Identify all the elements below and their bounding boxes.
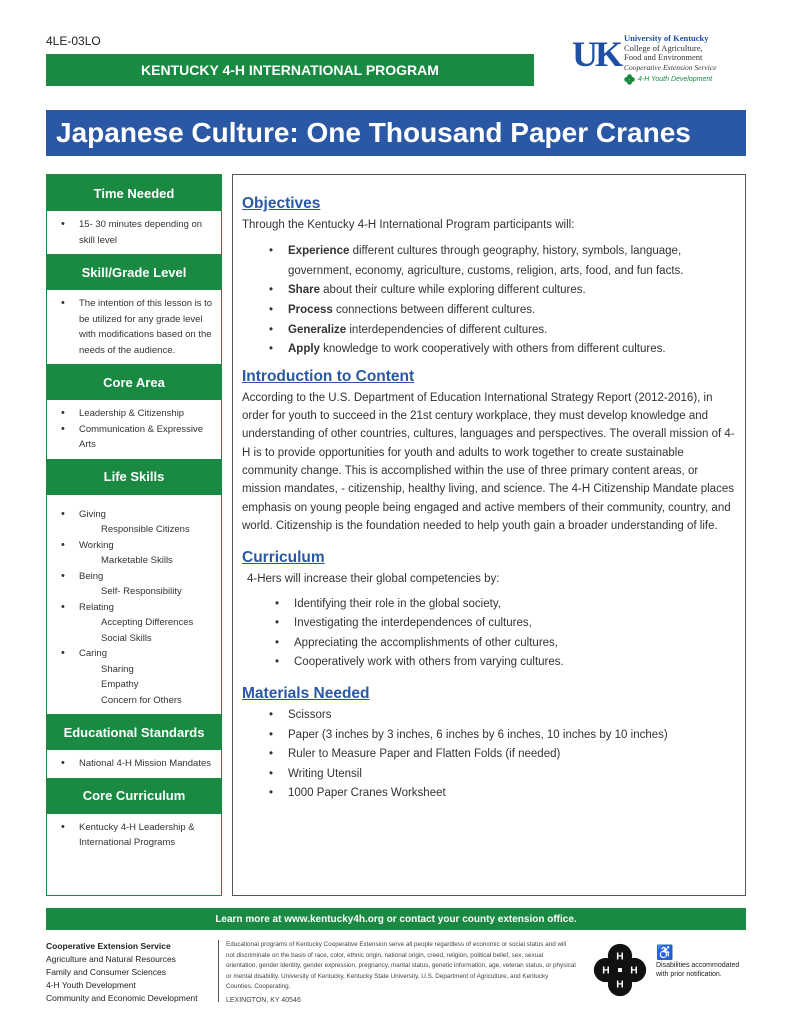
skill-sub: Social Skills [101,632,152,644]
core-area-heading: Core Area [47,364,221,400]
unit-line: Community and Economic Development [46,993,198,1003]
list-item: • Leadership & Citizenship [55,406,215,422]
svg-text:H: H [616,951,624,963]
uk-mark: UK [572,34,620,74]
list-item [242,301,735,321]
list-item: • Investigating the interdependences of cultures, [242,614,735,634]
skill-sub: Self- Responsibility [101,586,182,597]
objective-text: different cultures through geography, history, symbols, language, government, economy, agriculture, customs, religion, arts, food, and fun facts. [288,245,684,277]
footer-divider [218,940,219,1002]
footer-units [46,940,198,1005]
wheelchair-icon: ♿ [656,944,674,960]
uk-4h-text: 4-H Youth Development [638,76,713,83]
objectives-list [242,242,735,360]
list-item: • Appreciating the accomplishments of other cultures, [242,634,735,654]
list-item: • Kentucky 4-H Leadership & International Programs [55,820,215,851]
list-item: • 15- 30 minutes depending on skill level [55,217,215,248]
objective-verb: Apply [288,343,320,356]
objective-verb: Share [288,284,320,297]
list-item: • Cooperatively work with others from varying cultures. [242,653,735,673]
disabilities-text: Disabilities accommodated with prior notification. [656,962,740,978]
introduction-heading: Introduction to Content [242,367,415,385]
list-item [55,507,215,538]
list-item: • Ruler to Measure Paper and Flatten Folds (if needed) [242,745,735,765]
objective-verb: Process [288,304,333,317]
unit-line: Agriculture and Natural Resources [46,954,176,964]
objectives-intro: Through the Kentucky 4-H International Program participants will: [242,219,575,231]
skill-level-list [47,290,221,364]
list-item [55,538,215,569]
document-code: 4LE-03LO [46,34,101,48]
unit-line: 4-H Youth Development [46,980,136,990]
list-item: • 1000 Paper Cranes Worksheet [242,784,735,804]
core-curriculum-heading: Core Curriculum [47,778,221,814]
uk-logo [572,34,732,86]
unit-line: Family and Consumer Sciences [46,967,166,977]
life-skills-list [47,495,221,715]
materials-list [242,706,735,804]
skill-sub: Marketable Skills [101,555,173,566]
curriculum-intro: 4-Hers will increase their global competencies by: [247,573,500,586]
uk-4h-line [624,74,712,85]
page-title: Japanese Culture: One Thousand Paper Cranes [46,110,746,156]
objective-text: interdependencies of different cultures. [346,323,548,336]
list-item: • Communication & Expressive Arts [55,422,215,453]
list-item: • Writing Utensil [242,765,735,785]
footer-city: LEXINGTON, KY 40546 [226,996,301,1004]
disabilities-notice [656,944,748,979]
curriculum-list [242,595,735,673]
time-needed-heading: Time Needed [47,175,221,211]
footer-banner: Learn more at www.kentucky4h.org or contact your county extension office. [46,908,746,930]
skill-main: Relating [79,601,114,613]
list-item [242,321,735,341]
objective-text: about their culture while exploring different cultures. [319,284,586,297]
time-needed-list [47,211,221,254]
uk-logo-text [624,34,716,72]
uk-name: University of Kentucky [624,33,709,43]
life-skills-heading: Life Skills [47,459,221,495]
list-item: • Identifying their role in the global society, [242,595,735,615]
program-banner: KENTUCKY 4-H INTERNATIONAL PROGRAM [46,54,534,86]
uk-food: Food and Environment [624,52,703,62]
educational-standards-list [47,750,221,778]
skill-sub: Sharing [101,663,134,675]
curriculum-heading: Curriculum [242,549,325,567]
list-item [242,242,735,281]
objective-text: knowledge to work cooperatively with others from different cultures. [319,343,666,356]
list-item: • The intention of this lesson is to be utilized for any grade level with modifications based on the needs of the audience. [55,296,215,358]
skill-sub: Accepting Differences [101,617,194,628]
skill-sub: Empathy [101,679,139,690]
list-item [55,646,215,708]
list-item: • Paper (3 inches by 3 inches, 6 inches by 6 inches, 10 inches by 10 inches) [242,726,735,746]
disclaimer-text: Educational programs of Kentucky Cooperative Extension serve all people regardless of economic or social status and will not discriminate on the basis of race, color, ethnic origin, national origin, creed, religion, political belief, sex, sexual orientation, gender identity, gender expression, pregnancy, marital status, genetic information, age, veteran status, or physical or mental disability. University of Kentucky, Kentucky State University, U.S. Department of Agriculture, and Kentucky Counties, Cooperating. [226,941,576,990]
skill-sub: Responsible Citizens [101,524,190,535]
clover-icon [624,74,635,85]
list-item [242,281,735,301]
uk-coop: Cooperative Extension Service [624,62,717,72]
objective-text: connections between different cultures. [332,304,536,317]
educational-standards-heading: Educational Standards [47,714,221,750]
footer-disclaimer [226,940,576,1006]
list-item [55,569,215,600]
svg-text:H: H [630,965,638,977]
unit-line: Cooperative Extension Service [46,941,171,951]
list-item [55,600,215,647]
skill-main: Caring [79,648,107,659]
objectives-heading: Objectives [242,195,321,212]
objective-verb: Generalize [288,323,347,336]
main-content [232,174,746,896]
materials-heading: Materials Needed [242,684,370,702]
list-item: • National 4-H Mission Mandates [55,756,215,772]
skill-sub: Concern for Others [101,694,182,706]
core-area-list [47,400,221,459]
skill-main: Working [79,539,114,551]
skill-level-heading: Skill/Grade Level [47,254,221,290]
introduction-text: According to the U.S. Department of Education International Strategy Report (2012-2016), in order for youth to succeed in the 21st century workplace, they must develop knowledge and understanding of other countries, cultures, languages and perspectives. The overall mission of 4-H is to provide opportunities for youth and adults to work together to create sustainable community change. This is accomplished within the use of three primary content areas, or mission mandates, - citizenship, healthy living, and science. The 4-H Citizenship Mandate places emphasis on young people being engaged and active members of their community, country, and world. Citizenship is the foundation needed to help youth gain a broader understanding of life. [242,391,735,532]
sidebar [46,174,222,896]
skill-main: Giving [79,508,106,520]
svg-text:H: H [616,979,624,991]
list-item: • Scissors [242,706,735,726]
list-item [242,340,735,360]
svg-text:H: H [602,965,610,977]
four-h-clover-icon [592,942,648,998]
objective-verb: Experience [288,245,350,258]
core-curriculum-list [47,814,221,857]
uk-college: College of Agriculture, [624,42,703,53]
skill-main: Being [79,570,104,582]
